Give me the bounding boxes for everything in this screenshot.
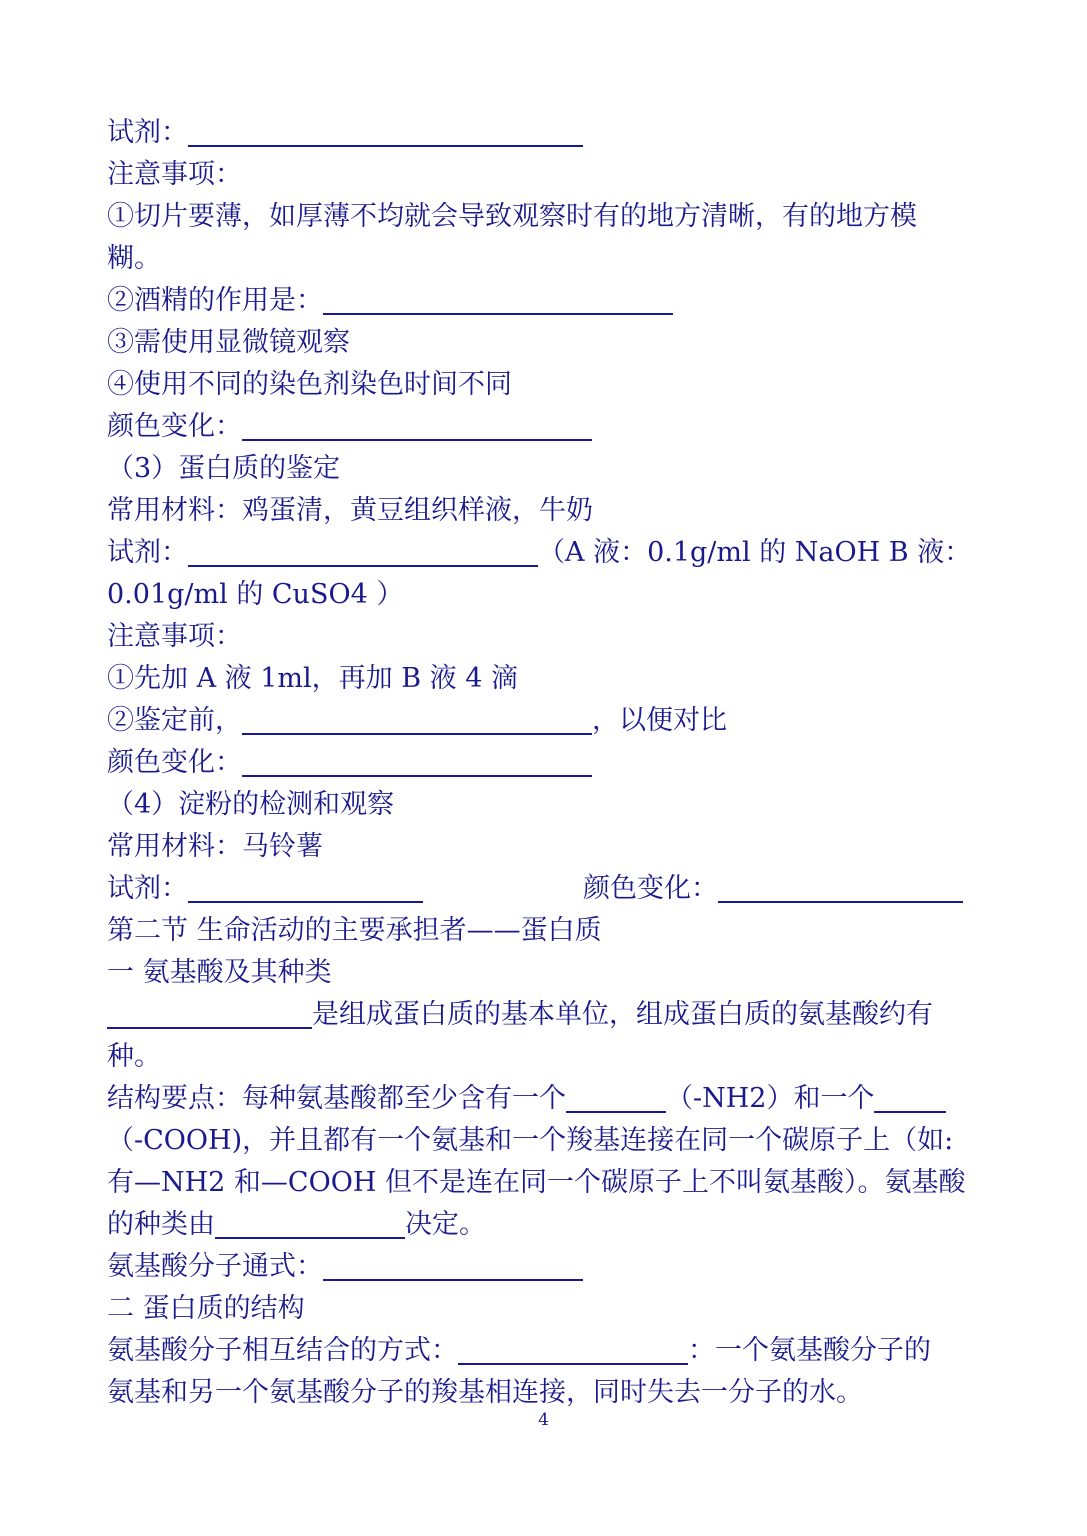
text: 有—NH2 和—COOH 但不是连在同一个碳原子上不叫氨基酸）。氨基酸 (107, 1167, 966, 1198)
fill-blank[interactable] (242, 707, 592, 735)
combination-line (107, 1334, 931, 1368)
fill-blank[interactable] (458, 1337, 688, 1365)
text: ①切片要薄，如厚薄不均就会导致观察时有的地方清晰，有的地方模 (107, 201, 917, 232)
section-heading-starch (107, 788, 394, 822)
text: 试剂： (107, 537, 188, 568)
text: 二 蛋白质的结构 (107, 1293, 305, 1324)
text: ，以便对比 (592, 705, 727, 736)
fill-blank[interactable] (323, 287, 673, 315)
text: ②鉴定前， (107, 705, 242, 736)
note-item-1 (107, 200, 917, 234)
general-formula-line (107, 1250, 583, 1284)
amino-acid-basic-unit (107, 998, 933, 1032)
note-item-5 (107, 662, 518, 696)
text: 试剂： (107, 117, 188, 148)
subsection-heading-protein-structure (107, 1292, 305, 1326)
materials-line-2 (107, 830, 323, 864)
text: ④使用不同的染色剂染色时间不同 (107, 369, 512, 400)
amino-acid-basic-unit-cont (107, 1040, 161, 1074)
fill-blank[interactable] (188, 875, 423, 903)
fill-blank[interactable] (188, 539, 538, 567)
note-item-2 (107, 284, 673, 318)
notes-heading-1 (107, 158, 242, 192)
text: （3）蛋白质的鉴定 (107, 453, 341, 484)
color-change-line-2 (107, 746, 592, 780)
reagent-line-3 (107, 872, 963, 906)
fill-blank[interactable] (242, 749, 592, 777)
fill-blank[interactable] (566, 1085, 666, 1113)
text: 是组成蛋白质的基本单位，组成蛋白质的氨基酸约有 (312, 999, 933, 1030)
materials-line-1 (107, 494, 593, 528)
fill-blank[interactable] (242, 413, 592, 441)
fill-blank[interactable] (107, 1001, 312, 1029)
text: 常用材料：马铃薯 (107, 831, 323, 862)
text: 0.01g/ml 的 CuSO4 ） (107, 579, 404, 610)
text: 颜色变化： (107, 411, 242, 442)
color-change-line-1 (107, 410, 592, 444)
amino-acid-type-line (107, 1208, 486, 1242)
reagent-line-2 (107, 536, 971, 570)
note-item-1-cont (107, 242, 161, 276)
structure-point-cont-2 (107, 1166, 966, 1200)
text: 种。 (107, 1041, 161, 1072)
text: 糊。 (107, 243, 161, 274)
text: ③需使用显微镜观察 (107, 327, 350, 358)
fill-blank[interactable] (874, 1085, 946, 1113)
notes-heading-2 (107, 620, 242, 654)
reagent-line-2-cont (107, 578, 403, 612)
text: 第二节 生命活动的主要承担者——蛋白质 (107, 915, 602, 946)
reagent-line-1 (107, 116, 583, 150)
text: 的种类由 (107, 1209, 215, 1240)
subsection-heading-amino-acids (107, 956, 332, 990)
note-item-3 (107, 326, 350, 360)
page-number: 4 (538, 1410, 549, 1430)
section-heading-protein (107, 452, 340, 486)
fill-blank[interactable] (188, 119, 583, 147)
text: ：一个氨基酸分子的 (688, 1335, 931, 1366)
text: 决定。 (405, 1209, 486, 1240)
fill-blank[interactable] (718, 875, 963, 903)
text: ①先加 A 液 1ml，再加 B 液 4 滴 (107, 663, 519, 694)
combination-line-cont (107, 1376, 863, 1410)
text: 氨基酸分子通式： (107, 1251, 323, 1282)
note-item-6 (107, 704, 727, 738)
text: （-NH2）和一个 (666, 1083, 875, 1114)
chapter-title (107, 914, 602, 948)
text: （4）淀粉的检测和观察 (107, 789, 395, 820)
text: 注意事项： (107, 621, 242, 652)
text: 试剂： (107, 873, 188, 904)
text: 氨基和另一个氨基酸分子的羧基相连接，同时失去一分子的水。 (107, 1377, 863, 1408)
structure-point-line (107, 1082, 946, 1116)
text: （-COOH)，并且都有一个氨基和一个羧基连接在同一个碳原子上（如: (107, 1125, 954, 1156)
structure-point-cont-1 (107, 1124, 953, 1158)
text: （A 液：0.1g/ml 的 NaOH B 液： (538, 537, 972, 568)
text: 常用材料：鸡蛋清，黄豆组织样液，牛奶 (107, 495, 593, 526)
text: 颜色变化： (107, 747, 242, 778)
fill-blank[interactable] (323, 1253, 583, 1281)
fill-blank[interactable] (215, 1211, 405, 1239)
text: 一 氨基酸及其种类 (107, 957, 332, 988)
text: 颜色变化： (583, 873, 718, 904)
text: ②酒精的作用是： (107, 285, 323, 316)
text: 氨基酸分子相互结合的方式： (107, 1335, 458, 1366)
text: 结构要点：每种氨基酸都至少含有一个 (107, 1083, 566, 1114)
text: 注意事项： (107, 159, 242, 190)
note-item-4 (107, 368, 512, 402)
